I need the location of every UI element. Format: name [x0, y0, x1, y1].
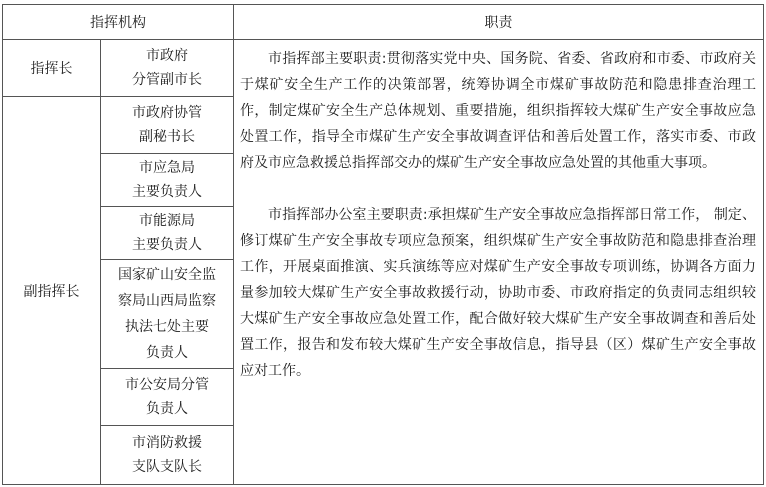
- deputy-member: 市政府协管 副秘书长: [132, 105, 202, 145]
- duty-paragraph-2: 市指挥部办公室主要职责:承担煤矿生产安全事故应急指挥部日常工作， 制定、修订煤矿生产安全事故专项应急预案，组织煤矿生产安全事故防范和隐患排查治理工作，开展桌面推演、实兵演练等应对煤矿生产安全事故专项训练，协调各方面力量参加较大煤矿生产安全事故救援行动，协助市委、市政府指定的负责同志组织较大煤矿生产安全事故应急处置工作，配合做好较大煤矿生产安全事故调查和善后处置工作，报告和发布较大煤矿生产安全事故信息，指导县（区）煤矿生产安全事故应对工作。: [240, 207, 756, 379]
- duty-block: [240, 46, 756, 384]
- commander-member: 市政府 分管副市长: [132, 48, 202, 88]
- deputy-member: 市消防救援 支队支队长: [132, 435, 202, 475]
- table-border-right: [763, 4, 764, 485]
- duty-paragraph-1: 市指挥部主要职责:贯彻落实党中央、国务院、省委、省政府和市委、市政府关于煤矿安全生产工作的决策部署，统筹协调全市煤矿事故防范和隐患排查治理工作，制定煤矿安全生产总体规划、重要措施，组织指挥较大煤矿生产安全事故应急处置工作，指导全市煤矿生产安全事故调查评估和善后处置工作，落实市委、市政府及市应急救援总指挥部交办的煤矿生产安全事故应急处置的其他重大事项。: [240, 51, 756, 171]
- header-duty: 职责: [484, 15, 513, 31]
- deputy-member: 市能源局 主要负责人: [132, 213, 202, 253]
- deputy-member: 市应急局 主要负责人: [132, 160, 202, 200]
- duty-column-divider: [233, 4, 234, 485]
- deputy-member: 国家矿山安全监 察局山西局监察 执法七处主要 负责人: [118, 267, 216, 361]
- table-border-bottom: [2, 484, 764, 485]
- deputy-role: 副指挥长: [23, 283, 80, 300]
- header-org: 指挥机构: [90, 15, 146, 31]
- deputy-member: 市公安局分管 负责人: [125, 377, 209, 417]
- commander-role: 指挥长: [30, 61, 73, 77]
